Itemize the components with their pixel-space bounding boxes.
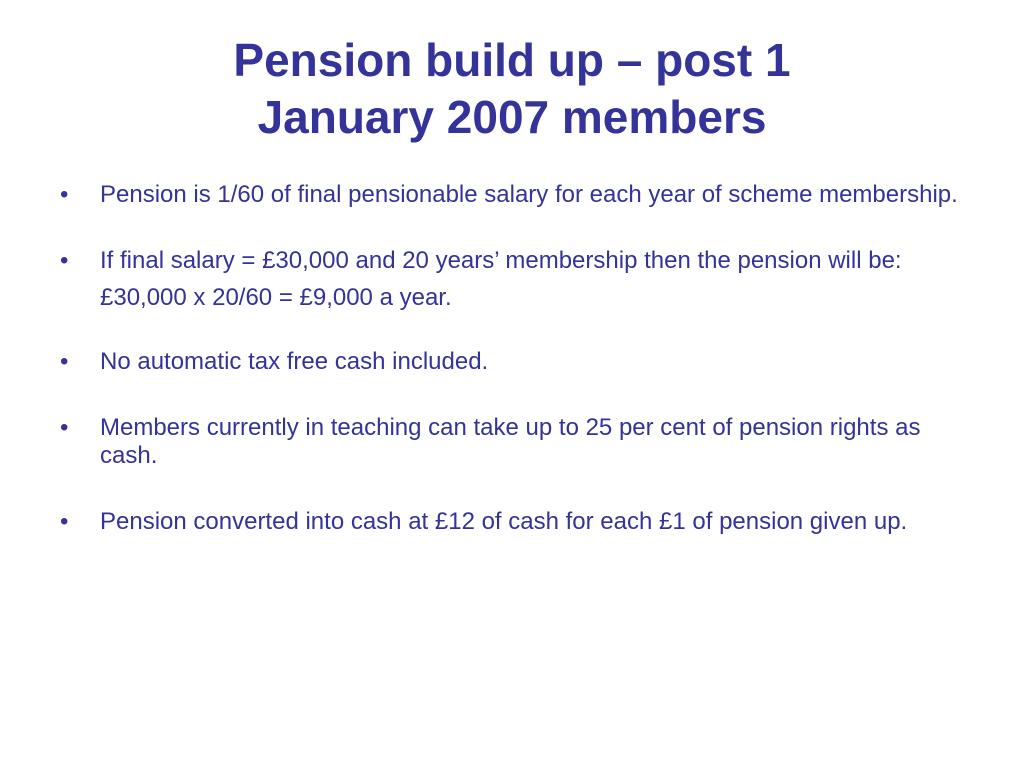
slide-title <box>112 32 912 146</box>
bullet-icon: • <box>60 348 69 375</box>
bullet-item <box>60 247 980 312</box>
slide-title-line-1: Pension build up – post 1 <box>233 34 791 86</box>
bullet-text: Pension is 1/60 of final pensionable salary for each year of scheme membership. <box>100 181 958 208</box>
bullet-icon: • <box>60 247 69 274</box>
bullet-item <box>60 181 980 209</box>
bullet-item <box>60 414 980 470</box>
calculation-line: £30,000 x 20/60 = £9,000 a year. <box>100 284 452 311</box>
bullet-item <box>60 348 980 376</box>
bullet-icon: • <box>60 181 69 208</box>
slide-title-line-2: January 2007 members <box>257 91 767 143</box>
bullet-item <box>60 508 980 536</box>
bullet-text: Members currently in teaching can take up to 25 per cent of pension rights as cash. <box>100 414 921 469</box>
bullet-list <box>60 181 980 574</box>
bullet-text: Pension converted into cash at £12 of cash for each £1 of pension given up. <box>100 508 908 535</box>
bullet-text: If final salary = £30,000 and 20 years’ membership then the pension will be: <box>100 247 902 274</box>
bullet-text: No automatic tax free cash included. <box>100 348 489 375</box>
bullet-icon: • <box>60 508 69 535</box>
bullet-icon: • <box>60 414 69 441</box>
